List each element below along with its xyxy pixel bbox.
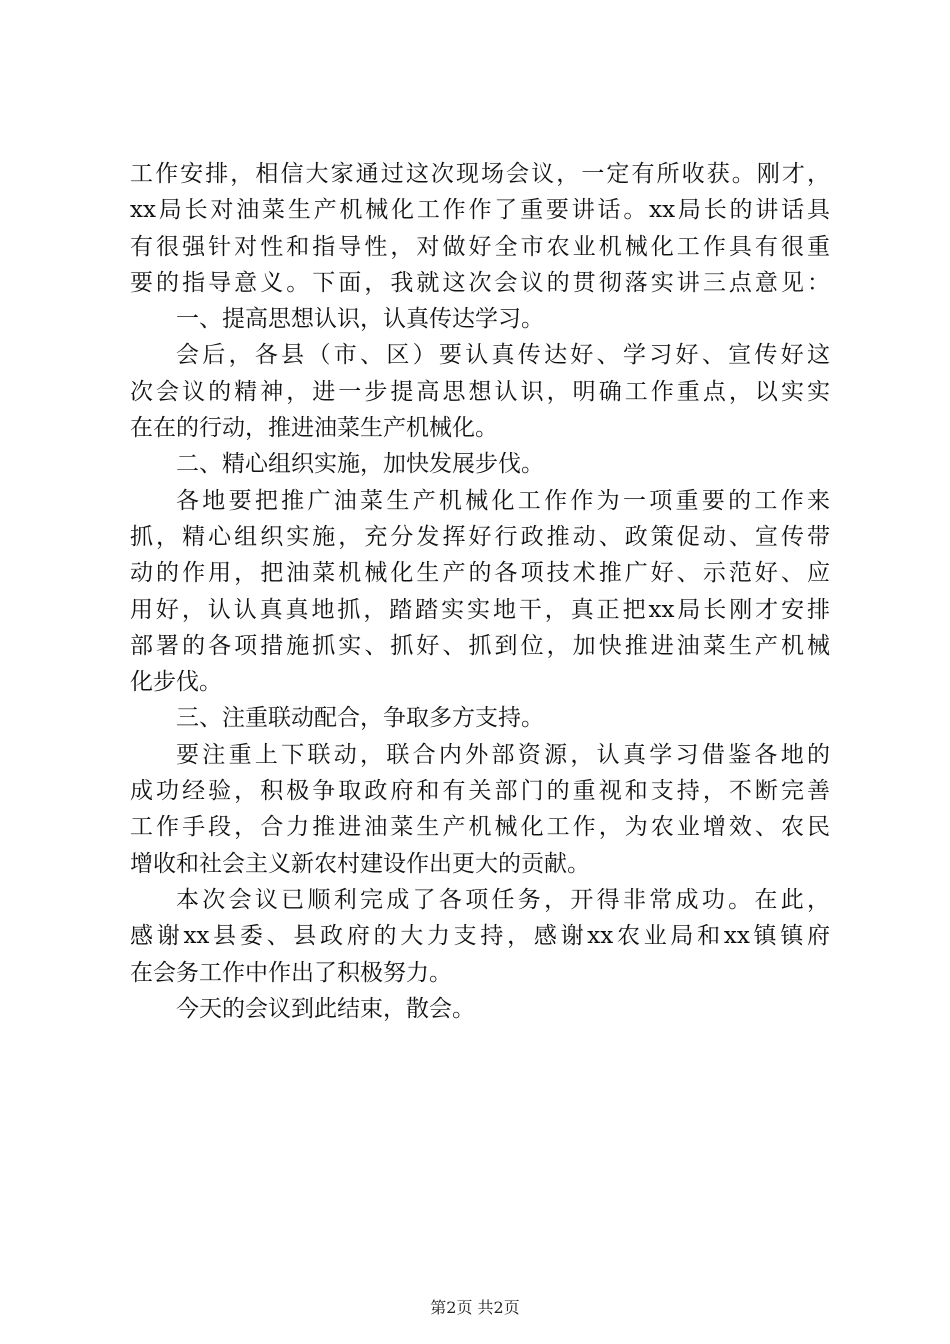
text-line: 感谢xx县委、县政府的大力支持，感谢xx农业局和xx镇镇府 [130, 923, 830, 950]
text-line: 化步伐。 [130, 669, 222, 696]
document-body [130, 156, 830, 1027]
text-line: xx局长对油菜生产机械化工作作了重要讲话。xx局长的讲话具 [130, 197, 830, 224]
text-line: 抓，精心组织实施，充分发挥好行政推动、政策促动、宣传带 [130, 523, 830, 550]
text-line: 各地要把推广油菜生产机械化工作作为一项重要的工作来 [176, 487, 830, 514]
page-footer: 第2页 共2页 [430, 1298, 520, 1317]
text-line: 会后，各县（市、区）要认真传达好、学习好、宣传好这 [176, 342, 830, 369]
text-line: 今天的会议到此结束，散会。 [176, 995, 475, 1022]
text-line: 本次会议已顺利完成了各项任务，开得非常成功。在此， [176, 886, 830, 913]
text-line: 二、精心组织实施，加快发展步伐。 [176, 451, 544, 478]
text-line: 有很强针对性和指导性，对做好全市农业机械化工作具有很重 [130, 233, 830, 260]
text-line: 要注重上下联动，联合内外部资源，认真学习借鉴各地的 [176, 741, 830, 768]
text-line: 部署的各项措施抓实、抓好、抓到位，加快推进油菜生产机械 [130, 632, 830, 659]
text-line: 在在的行动，推进油菜生产机械化。 [130, 415, 498, 442]
text-line: 一、提高思想认识，认真传达学习。 [176, 306, 544, 333]
text-line: 要的指导意义。下面，我就这次会议的贯彻落实讲三点意见： [130, 269, 830, 296]
text-line: 增收和社会主义新农村建设作出更大的贡献。 [130, 850, 590, 877]
text-line: 工作手段，合力推进油菜生产机械化工作，为农业增效、农民 [130, 814, 830, 841]
text-line: 次会议的精神，进一步提高思想认识，明确工作重点，以实实 [130, 378, 830, 405]
text-line: 成功经验，积极争取政府和有关部门的重视和支持，不断完善 [130, 778, 830, 805]
text-line: 在会务工作中作出了积极努力。 [130, 959, 452, 986]
text-line: 动的作用，把油菜机械化生产的各项技术推广好、示范好、应 [130, 560, 830, 587]
text-line: 用好，认认真真地抓，踏踏实实地干，真正把xx局长刚才安排 [130, 596, 830, 623]
text-line: 工作安排，相信大家通过这次现场会议，一定有所收获。刚才， [130, 161, 830, 187]
text-line: 三、注重联动配合，争取多方支持。 [176, 705, 544, 732]
